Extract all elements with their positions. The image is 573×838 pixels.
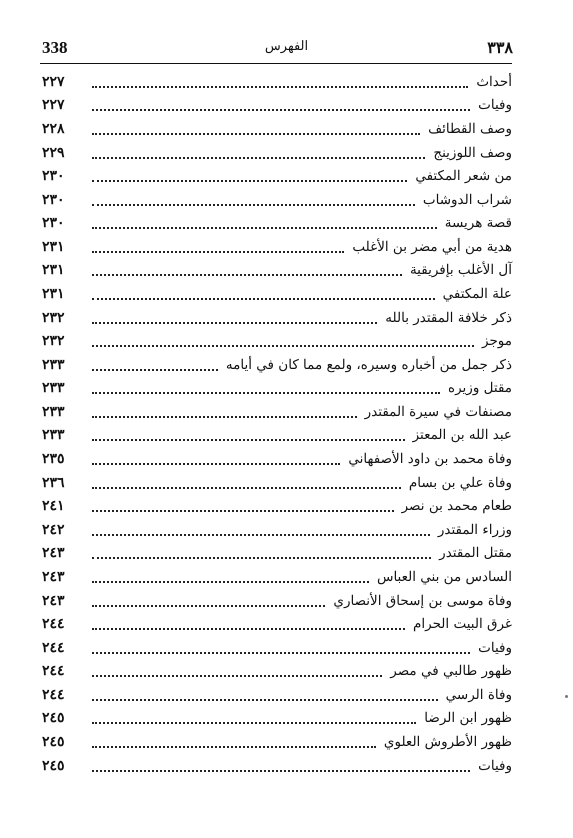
toc-entry-page-number: ٢٤٤ [42,616,65,633]
dot-leader [92,463,340,465]
toc-entry [42,306,512,330]
toc-entry-title: وفاة علي بن بسام [408,474,512,491]
dot-leader [92,581,369,583]
toc-entry-page-number: ٢٤٣ [42,545,65,562]
toc-entry-title: طعام محمد بن نصر [401,498,512,515]
toc-entry-page-number: ٢٣٢ [42,309,65,326]
dot-leader [92,369,218,371]
toc-entry-page-number: ٢٣٣ [42,403,65,420]
toc-entry [42,211,512,235]
dot-leader [92,699,438,701]
dot-leader [92,746,376,748]
toc-entry [42,707,512,731]
toc-entry [42,400,512,424]
toc-entry-page-number: ٢٤٤ [42,686,65,703]
toc-entry [42,754,512,778]
toc-entry-page-number: ٢٤٢ [42,521,65,538]
dot-leader [92,416,357,418]
toc-entry-title: ذكر جمل من أخباره وسيره، ولمع مما كان في أيامه [225,356,512,373]
dot-leader [92,180,407,182]
page-number-arabic: ٣٣٨ [487,38,513,57]
toc-entry-title: وزراء المقتدر [437,521,512,538]
toc-entry-page-number: ٢٣٠ [42,215,65,232]
dot-leader [92,534,430,536]
dot-leader [92,770,470,772]
toc-entry-page-number: ٢٢٧ [42,73,65,90]
dot-leader [92,157,425,159]
toc-entry-page-number: ٢٤١ [42,498,65,515]
dot-leader [92,652,470,654]
toc-entry [42,188,512,212]
toc-entry [42,70,512,94]
toc-entry-page-number: ٢٣١ [42,262,65,279]
toc-entry-page-number: ٢٣١ [42,238,65,255]
toc-entry-page-number: ٢٣٠ [42,191,65,208]
toc-entry-title: آل الأغلب بإفريقية [409,262,512,279]
toc-entry [42,235,512,259]
toc-entry-page-number: ٢٣٢ [42,333,65,350]
toc-entry [42,542,512,566]
toc-entry [42,659,512,683]
toc-entry [42,164,512,188]
toc-entry-title: وفيات [478,757,512,774]
toc-entry-title: علة المكتفي [442,285,512,302]
toc-entry-title: موجز [482,333,512,350]
toc-entry-title: ظهور طالبي في مصر [390,663,512,680]
table-of-contents [42,70,512,777]
toc-entry-title: وصف القطائف [428,120,512,137]
dot-leader [92,109,470,111]
toc-entry [42,565,512,589]
toc-entry [42,424,512,448]
dot-leader [92,345,474,347]
toc-entry-page-number: ٢٤٥ [42,757,65,774]
toc-entry-title: مقتل المقتدر [439,545,512,562]
toc-entry-page-number: ٢٣١ [42,285,65,302]
toc-entry-title: ظهور ابن الرضا [424,710,512,727]
toc-entry [42,636,512,660]
toc-entry-title: وفاة موسى بن إسحاق الأنصاري [333,592,512,609]
dot-leader [92,675,382,677]
dot-leader [92,86,468,88]
dot-leader [92,251,344,253]
toc-entry-page-number: ٢٣٠ [42,168,65,185]
toc-entry-title: أحداث [476,73,512,90]
page-number-latin: 338 [42,38,68,57]
toc-entry [42,117,512,141]
dot-leader [92,298,435,300]
toc-entry-title: شراب الدوشاب [422,191,512,208]
toc-entry-title: غرق البيت الحرام [413,616,512,633]
toc-entry-title: وفاة محمد بن داود الأصفهاني [348,451,512,468]
toc-entry-title: هدية من أبي مضر بن الأغلب [352,238,512,255]
toc-entry-title: مقتل وزيره [448,380,512,397]
toc-entry [42,141,512,165]
toc-entry-title: من شعر المكتفي [415,168,512,185]
toc-entry-page-number: ٢٤٣ [42,568,65,585]
toc-entry [42,683,512,707]
toc-entry-title: وفيات [478,97,512,114]
toc-entry-title: وفاة الرسي [445,686,512,703]
toc-entry [42,518,512,542]
toc-entry-title: وفيات [478,639,512,656]
toc-entry [42,329,512,353]
dot-leader [92,605,325,607]
toc-entry-page-number: ٢٢٨ [42,120,65,137]
toc-entry-page-number: ٢٣٥ [42,451,65,468]
toc-entry [42,589,512,613]
dot-leader [92,204,415,206]
dot-leader [92,227,437,229]
dot-leader [92,487,401,489]
toc-entry-page-number: ٢٢٧ [42,97,65,114]
dot-leader [92,392,440,394]
toc-entry-title: السادس من بني العباس [376,568,512,585]
scan-speck [565,695,568,698]
header-divider [40,63,512,64]
dot-leader [92,439,405,441]
dot-leader [92,557,431,559]
dot-leader [92,628,405,630]
toc-entry-title: ذكر خلافة المقتدر بالله [385,309,512,326]
dot-leader [92,274,402,276]
toc-entry-page-number: ٢٤٥ [42,710,65,727]
dot-leader [92,510,394,512]
dot-leader [92,322,377,324]
toc-entry-page-number: ٢٤٤ [42,639,65,656]
toc-entry [42,447,512,471]
toc-entry-title: مصنفات في سيرة المقتدر [364,403,512,420]
running-title: الفهرس [264,39,309,54]
toc-entry-page-number: ٢٣٣ [42,356,65,373]
toc-entry [42,471,512,495]
toc-entry [42,259,512,283]
dot-leader [92,133,420,135]
toc-entry [42,494,512,518]
toc-entry-title: وصف اللوزينج [433,144,512,161]
toc-entry-page-number: ٢٤٤ [42,663,65,680]
toc-entry [42,282,512,306]
toc-entry-page-number: ٢٣٣ [42,380,65,397]
toc-entry-title: عبد الله بن المعتز [412,427,512,444]
toc-entry [42,377,512,401]
toc-entry-title: قصة هريسة [444,215,512,232]
toc-entry-page-number: ٢٤٥ [42,733,65,750]
toc-entry [42,612,512,636]
toc-entry-page-number: ٢٣٣ [42,427,65,444]
toc-entry-page-number: ٢٣٦ [42,474,65,491]
toc-entry [42,353,512,377]
toc-entry-page-number: ٢٤٣ [42,592,65,609]
dot-leader [92,722,416,724]
toc-entry [42,94,512,118]
page-header [0,38,573,62]
toc-entry-title: ظهور الأطروش العلوي [383,733,512,750]
toc-entry-page-number: ٢٢٩ [42,144,65,161]
toc-entry [42,730,512,754]
